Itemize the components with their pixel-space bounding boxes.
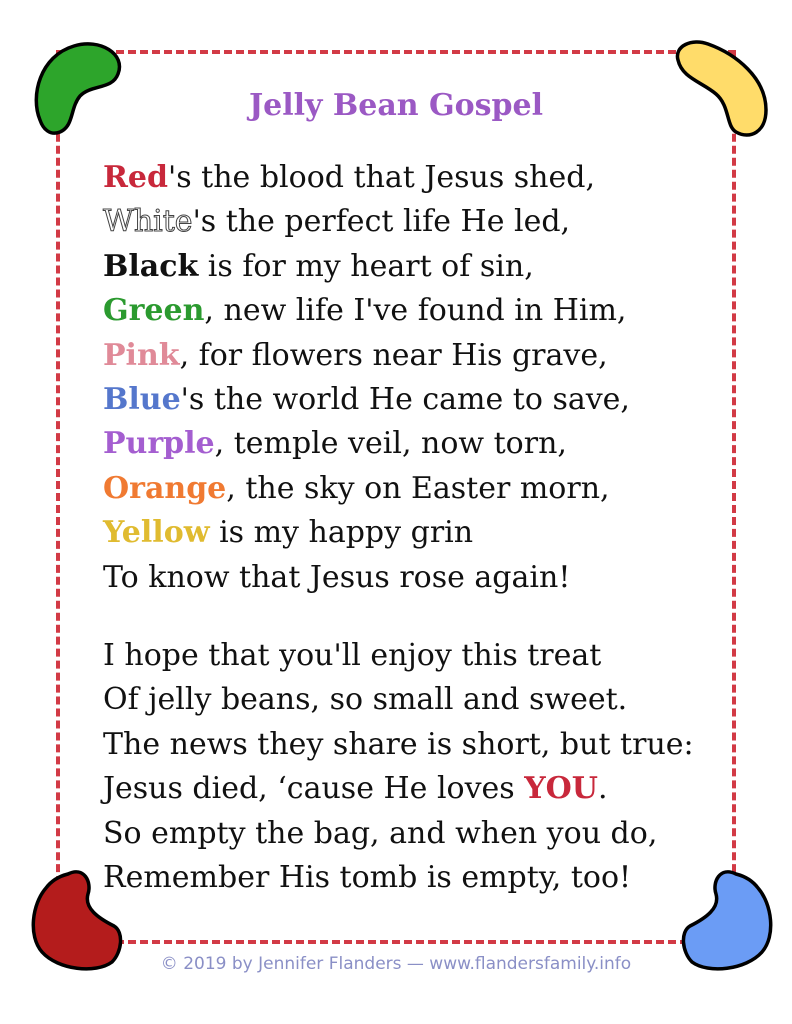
keyword-orange: Orange bbox=[103, 470, 227, 506]
poem-line: So empty the bag, and when you do, bbox=[103, 815, 658, 851]
line-text: Jesus died, ‘cause He loves bbox=[103, 771, 525, 807]
line-text: , for flowers near His grave, bbox=[179, 337, 608, 373]
poem-line bbox=[103, 200, 743, 244]
poem-line bbox=[103, 422, 743, 466]
poem-line bbox=[103, 511, 743, 555]
poem-line: Of jelly beans, so small and sweet. bbox=[103, 682, 628, 718]
poem-stanza-message bbox=[103, 634, 743, 900]
line-text: , temple veil, now torn, bbox=[214, 426, 567, 462]
page-title: Jelly Bean Gospel bbox=[248, 88, 544, 123]
poem-line bbox=[103, 156, 743, 200]
poem-line bbox=[103, 289, 743, 333]
poem-stanza-colors bbox=[103, 156, 743, 600]
poem-line bbox=[103, 245, 743, 289]
keyword-purple: Purple bbox=[103, 426, 215, 462]
copyright-footer: © 2019 by Jennifer Flanders — www.flandersfamily.info bbox=[160, 954, 632, 974]
line-text: 's the world He came to save, bbox=[180, 382, 630, 418]
poem-line bbox=[103, 467, 743, 511]
keyword-black: Black bbox=[103, 248, 199, 284]
poem-line: I hope that you'll enjoy this treat bbox=[103, 638, 602, 673]
line-text: is my happy grin bbox=[209, 515, 474, 551]
line-text: To know that Jesus rose again! bbox=[103, 559, 571, 595]
line-text: , the sky on Easter morn, bbox=[226, 470, 610, 506]
keyword-green: Green bbox=[103, 293, 205, 329]
poem-line: Remember His tomb is empty, too! bbox=[103, 860, 632, 896]
line-text: , new life I've found in Him, bbox=[204, 293, 627, 329]
line-text: 's the perfect life He led, bbox=[192, 204, 571, 240]
poem-line: The news they share is short, but true: bbox=[103, 726, 694, 762]
poem-line bbox=[103, 767, 743, 811]
line-text: . bbox=[597, 771, 608, 807]
keyword-white: White bbox=[103, 204, 193, 240]
poem-line bbox=[103, 378, 743, 422]
emphasis-you: YOU bbox=[524, 771, 598, 807]
line-text: is for my heart of sin, bbox=[198, 248, 534, 284]
poem-line bbox=[103, 556, 743, 600]
keyword-pink: Pink bbox=[103, 337, 180, 373]
line-text: 's the blood that Jesus shed, bbox=[168, 160, 596, 195]
keyword-red: Red bbox=[103, 160, 168, 195]
keyword-yellow: Yellow bbox=[103, 515, 210, 551]
keyword-blue: Blue bbox=[103, 382, 181, 418]
poem-line bbox=[103, 334, 743, 378]
